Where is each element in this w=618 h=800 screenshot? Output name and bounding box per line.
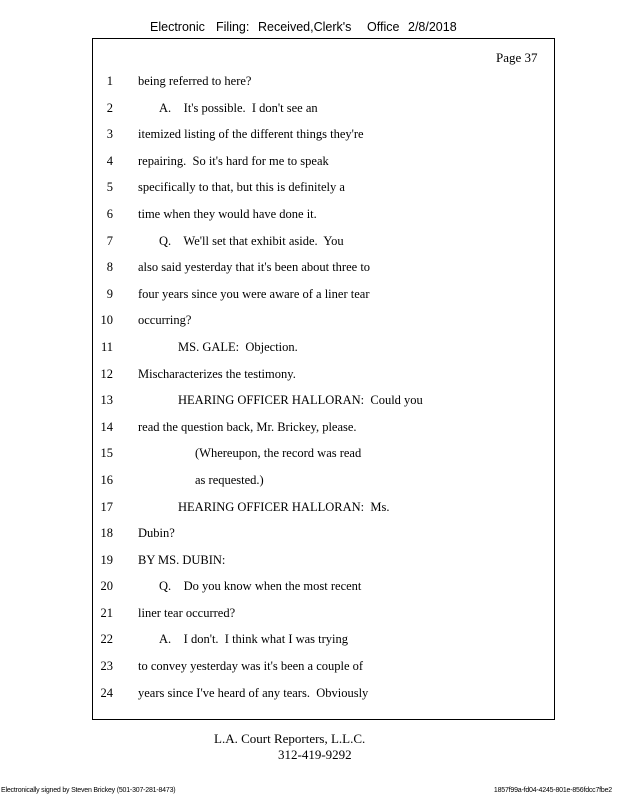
court-reporter-name: L.A. Court Reporters, L.L.C. (214, 731, 366, 746)
transcript-line (92, 550, 552, 577)
line-text: A. It's possible. I don't see an (159, 100, 318, 115)
line-number: 10 (100, 313, 113, 328)
line-number: 9 (106, 286, 113, 301)
line-number: 13 (100, 393, 113, 408)
electronic-signature-note: Electronically signed by Steven Brickey (501-307-281-8473) (1, 787, 176, 794)
transcript-line (92, 523, 552, 550)
transcript-line (92, 98, 552, 125)
transcript-line (92, 284, 552, 311)
line-text: being referred to here? (138, 74, 252, 88)
line-number: 24 (100, 685, 113, 700)
transcript-body (92, 71, 552, 709)
line-text: as requested.) (195, 472, 264, 487)
transcript-line (92, 177, 552, 204)
line-text: Dubin? (138, 526, 175, 541)
line-number: 1 (106, 74, 113, 88)
line-text: also said yesterday that it's been about three to (138, 260, 371, 275)
line-number: 19 (100, 552, 113, 567)
line-number: 23 (100, 659, 113, 674)
line-text: four years since you were aware of a liner tear (138, 286, 370, 301)
line-number: 11 (100, 339, 113, 354)
court-reporter-phone: 312-419-9292 (278, 747, 352, 762)
line-number: 5 (106, 180, 113, 195)
line-text: Mischaracterizes the testimony. (138, 366, 296, 381)
transcript-line (92, 71, 552, 98)
transcript-line (92, 629, 552, 656)
transcript-line (92, 151, 552, 178)
line-text: Q. We'll set that exhibit aside. You (159, 233, 344, 248)
transcript-line (92, 603, 552, 630)
transcript-line (92, 443, 552, 470)
line-number: 21 (100, 605, 113, 620)
line-text: HEARING OFFICER HALLORAN: Could you (178, 393, 423, 408)
line-number: 12 (100, 366, 113, 381)
line-number: 6 (106, 206, 113, 221)
filing-stamp-electronic: Electronic (150, 20, 205, 34)
transcript-line (92, 124, 552, 151)
line-number: 20 (100, 579, 113, 594)
line-number: 15 (100, 446, 113, 461)
transcript-line (92, 310, 552, 337)
line-number: 3 (106, 127, 113, 142)
line-number: 14 (100, 419, 113, 434)
line-number: 22 (100, 632, 113, 647)
transcript-line (92, 683, 552, 710)
line-text: liner tear occurred? (138, 605, 236, 620)
line-text: MS. GALE: Objection. (178, 339, 298, 354)
filing-stamp-received: Received,Clerk's (258, 20, 352, 34)
line-text: A. I don't. I think what I was trying (159, 632, 349, 647)
transcript-line (92, 364, 552, 391)
filing-stamp-office: Office (367, 20, 400, 34)
transcript-line (92, 337, 552, 364)
line-text: repairing. So it's hard for me to speak (138, 153, 329, 168)
line-number: 7 (106, 233, 113, 248)
page-number: Page 37 (496, 50, 538, 65)
transcript-line (92, 576, 552, 603)
line-number: 2 (106, 100, 113, 115)
line-number: 18 (100, 526, 113, 541)
line-text: BY MS. DUBIN: (138, 552, 226, 567)
filing-stamp-filing: Filing: (216, 20, 250, 34)
line-text: years since I've heard of any tears. Obviously (138, 685, 369, 700)
transcript-line (92, 204, 552, 231)
document-hash: 1857f99a-fd04-4245-801e-856fdcc7fbe2 (493, 787, 612, 794)
line-number: 4 (106, 153, 113, 168)
line-text: HEARING OFFICER HALLORAN: Ms. (178, 499, 390, 514)
line-text: itemized listing of the different things they're (138, 127, 364, 142)
transcript-line (92, 257, 552, 284)
line-text: specifically to that, but this is definitely a (138, 180, 345, 195)
line-number: 16 (100, 472, 113, 487)
transcript-line (92, 417, 552, 444)
line-text: read the question back, Mr. Brickey, please. (138, 419, 357, 434)
transcript-line (92, 390, 552, 417)
line-text: time when they would have done it. (138, 206, 317, 221)
transcript-line (92, 231, 552, 258)
line-text: Q. Do you know when the most recent (159, 579, 362, 594)
line-number: 17 (100, 499, 113, 514)
line-text: (Whereupon, the record was read (195, 446, 362, 461)
transcript-line (92, 470, 552, 497)
filing-stamp (0, 20, 618, 36)
filing-stamp-date: 2/8/2018 (408, 20, 457, 34)
line-number: 8 (106, 260, 113, 275)
transcript-line (92, 656, 552, 683)
line-text: occurring? (138, 313, 192, 328)
line-text: to convey yesterday was it's been a couple of (138, 659, 364, 674)
transcript-line (92, 497, 552, 524)
